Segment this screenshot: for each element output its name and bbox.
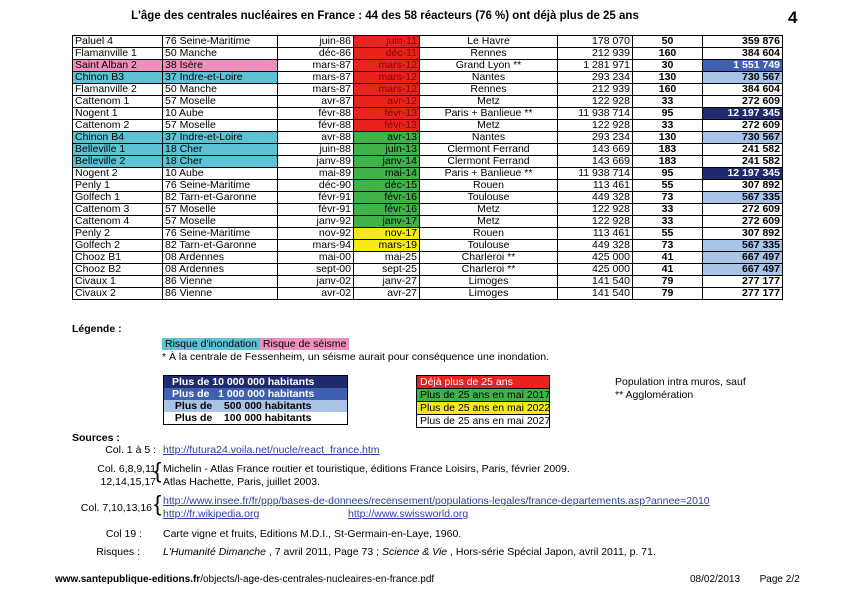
cell-dept: 57 Moselle	[163, 120, 278, 132]
cell-dept: 76 Seine-Maritime	[163, 180, 278, 192]
cell-pop: 178 070	[558, 36, 633, 48]
cell-col8: 272 609	[703, 120, 783, 132]
table-row	[73, 132, 783, 144]
sources-label: Sources :	[72, 432, 120, 444]
cell-age25: mai-14	[354, 168, 420, 180]
cell-city: Metz	[420, 96, 558, 108]
cell-dept: 10 Aube	[163, 108, 278, 120]
cell-name: Chinon B3	[73, 72, 163, 84]
table-row	[73, 204, 783, 216]
table-row	[73, 288, 783, 300]
pop-10m-swatch: Plus de 10 000 000 habitants	[164, 376, 347, 388]
cell-start: janv-89	[278, 156, 354, 168]
cell-col8: 12 197 345	[703, 108, 783, 120]
source-3-link-swissworld[interactable]: http://www.swissworld.org	[348, 508, 469, 520]
pop-1m-swatch: Plus de 1 000 000 habitants	[164, 388, 347, 400]
cell-pop: 1 281 971	[558, 60, 633, 72]
table-row	[73, 264, 783, 276]
cell-dept: 37 Indre-et-Loire	[163, 132, 278, 144]
cell-dist: 55	[633, 180, 703, 192]
cell-city: Le Havre	[420, 36, 558, 48]
source-3-link-wikipedia[interactable]: http://fr.wikipedia.org	[163, 508, 260, 520]
age-2027-swatch: Plus de 25 ans en mai 2027	[417, 414, 549, 427]
table-row	[73, 228, 783, 240]
cell-dept: 82 Tarn-et-Garonne	[163, 192, 278, 204]
cell-col8: 1 551 749	[703, 60, 783, 72]
cell-age25: févr-16	[354, 192, 420, 204]
source-2-brace: {	[154, 458, 162, 483]
cell-dist: 183	[633, 144, 703, 156]
cell-col8: 241 582	[703, 156, 783, 168]
cell-city: Rouen	[420, 180, 558, 192]
source-5-text-1: , 7 avril 2011, Page 73 ;	[265, 546, 382, 558]
cell-dept: 10 Aube	[163, 168, 278, 180]
cell-start: mars-94	[278, 240, 354, 252]
cell-dist: 79	[633, 288, 703, 300]
cell-pop: 141 540	[558, 276, 633, 288]
cell-city: Charleroi **	[420, 252, 558, 264]
cell-pop: 113 461	[558, 228, 633, 240]
cell-dept: 37 Indre-et-Loire	[163, 72, 278, 84]
footer-info	[690, 574, 800, 585]
cell-pop: 293 234	[558, 72, 633, 84]
cell-name: Belleville 2	[73, 156, 163, 168]
cell-dist: 160	[633, 48, 703, 60]
cell-dept: 82 Tarn-et-Garonne	[163, 240, 278, 252]
cell-pop: 143 669	[558, 144, 633, 156]
source-2-key-1: Col. 6,8,9,11	[97, 463, 156, 475]
table-row	[73, 84, 783, 96]
cell-dept: 38 Isère	[163, 60, 278, 72]
cell-dept: 50 Manche	[163, 84, 278, 96]
pop-100k-swatch: Plus de 100 000 habitants	[164, 412, 347, 424]
cell-age25: déc-11	[354, 48, 420, 60]
footer-url[interactable]	[55, 574, 434, 585]
cell-start: mai-00	[278, 252, 354, 264]
cell-start: janv-92	[278, 216, 354, 228]
cell-dept: 57 Moselle	[163, 204, 278, 216]
cell-city: Paris + Banlieue **	[420, 108, 558, 120]
table-row	[73, 168, 783, 180]
cell-name: Cattenom 1	[73, 96, 163, 108]
cell-name: Chinon B4	[73, 132, 163, 144]
cell-col8: 307 892	[703, 228, 783, 240]
table-row	[73, 252, 783, 264]
cell-dept: 50 Manche	[163, 48, 278, 60]
risk-seism-swatch: Risque de séisme	[260, 338, 349, 350]
source-3-link-insee[interactable]: http://www.insee.fr/fr/ppp/bases-de-donnees/recensement/populations-legales/france-departements.asp?annee=2010	[163, 495, 710, 507]
cell-dist: 79	[633, 276, 703, 288]
cell-col8: 272 609	[703, 204, 783, 216]
cell-dist: 41	[633, 264, 703, 276]
cell-dept: 57 Moselle	[163, 216, 278, 228]
cell-city: Grand Lyon **	[420, 60, 558, 72]
cell-city: Clermont Ferrand	[420, 144, 558, 156]
fessenheim-note: * À la centrale de Fessenheim, un séisme aurait pour conséquence une inondation.	[162, 351, 549, 363]
cell-col8: 730 567	[703, 72, 783, 84]
source-2-line-2: Atlas Hachette, Paris, juillet 2003.	[163, 476, 320, 488]
cell-dept: 76 Seine-Maritime	[163, 228, 278, 240]
age-2022-swatch: Plus de 25 ans en mai 2022	[417, 401, 549, 414]
cell-start: févr-88	[278, 120, 354, 132]
cell-city: Limoges	[420, 288, 558, 300]
cell-dist: 33	[633, 120, 703, 132]
reactors-table	[72, 35, 783, 300]
cell-dept: 86 Vienne	[163, 288, 278, 300]
table-row	[73, 276, 783, 288]
table-row	[73, 72, 783, 84]
source-4-text: Carte vigne et fruits, Editions M.D.I., St-Germain-en-Laye, 1960.	[163, 528, 462, 540]
cell-col8: 359 876	[703, 36, 783, 48]
age-legend	[416, 375, 550, 428]
cell-dist: 95	[633, 168, 703, 180]
cell-pop: 113 461	[558, 180, 633, 192]
cell-pop: 11 938 714	[558, 108, 633, 120]
cell-pop: 122 928	[558, 216, 633, 228]
cell-dist: 33	[633, 96, 703, 108]
table-row	[73, 60, 783, 72]
cell-age25: mars-12	[354, 72, 420, 84]
cell-dept: 18 Cher	[163, 144, 278, 156]
cell-name: Cattenom 4	[73, 216, 163, 228]
cell-age25: mars-12	[354, 60, 420, 72]
cell-pop: 425 000	[558, 252, 633, 264]
cell-age25: févr-13	[354, 120, 420, 132]
cell-dept: 08 Ardennes	[163, 252, 278, 264]
cell-age25: janv-14	[354, 156, 420, 168]
cell-dist: 73	[633, 192, 703, 204]
cell-dept: 18 Cher	[163, 156, 278, 168]
cell-name: Belleville 1	[73, 144, 163, 156]
cell-col8: 307 892	[703, 180, 783, 192]
cell-dept: 08 Ardennes	[163, 264, 278, 276]
cell-start: avr-02	[278, 288, 354, 300]
cell-col8: 272 609	[703, 96, 783, 108]
source-3-brace: {	[154, 491, 162, 516]
cell-pop: 122 928	[558, 204, 633, 216]
cell-pop: 122 928	[558, 120, 633, 132]
source-1-key: Col. 1 à 5 :	[105, 444, 156, 456]
table-row	[73, 108, 783, 120]
cell-col8: 667 497	[703, 264, 783, 276]
cell-city: Toulouse	[420, 192, 558, 204]
cell-dept: 57 Moselle	[163, 96, 278, 108]
source-5-text-2: , Hors-série Spécial Japon, avril 2011, p. 71.	[447, 546, 656, 558]
cell-col8: 730 567	[703, 132, 783, 144]
cell-col8: 567 335	[703, 240, 783, 252]
cell-start: juin-86	[278, 36, 354, 48]
cell-start: janv-02	[278, 276, 354, 288]
cell-city: Clermont Ferrand	[420, 156, 558, 168]
cell-pop: 141 540	[558, 288, 633, 300]
cell-name: Penly 1	[73, 180, 163, 192]
source-5-text	[163, 546, 656, 559]
cell-age25: mars-19	[354, 240, 420, 252]
legend-label: Légende :	[72, 323, 122, 335]
cell-col8: 272 609	[703, 216, 783, 228]
cell-col8: 567 335	[703, 192, 783, 204]
cell-start: déc-90	[278, 180, 354, 192]
cell-age25: févr-16	[354, 204, 420, 216]
cell-pop: 212 939	[558, 84, 633, 96]
cell-city: Metz	[420, 204, 558, 216]
cell-age25: juin-13	[354, 144, 420, 156]
source-4-key: Col 19 :	[105, 528, 142, 540]
cell-pop: 425 000	[558, 264, 633, 276]
cell-start: nov-92	[278, 228, 354, 240]
cell-city: Metz	[420, 120, 558, 132]
cell-name: Nogent 1	[73, 108, 163, 120]
cell-city: Nantes	[420, 72, 558, 84]
population-note-line-2: ** Agglomération	[615, 389, 694, 401]
cell-age25: févr-13	[354, 108, 420, 120]
cell-start: juin-88	[278, 144, 354, 156]
cell-age25: déc-15	[354, 180, 420, 192]
footer-date: 08/02/2013	[690, 574, 741, 585]
cell-col8: 12 197 345	[703, 168, 783, 180]
cell-start: févr-88	[278, 108, 354, 120]
cell-city: Charleroi **	[420, 264, 558, 276]
cell-col8: 277 177	[703, 288, 783, 300]
page-number: 4	[788, 8, 798, 27]
cell-age25: mai-25	[354, 252, 420, 264]
cell-start: mars-87	[278, 72, 354, 84]
cell-dist: 50	[633, 36, 703, 48]
cell-dist: 73	[633, 240, 703, 252]
cell-city: Paris + Banlieue **	[420, 168, 558, 180]
cell-start: avr-88	[278, 132, 354, 144]
cell-name: Paluel 4	[73, 36, 163, 48]
cell-name: Golfech 1	[73, 192, 163, 204]
cell-start: sept-00	[278, 264, 354, 276]
cell-col8: 241 582	[703, 144, 783, 156]
risk-flood-swatch: Risque d'inondation	[162, 338, 260, 350]
footer-path: /objects/l-age-des-centrales-nucleaires-en-france.pdf	[200, 574, 435, 585]
cell-pop: 143 669	[558, 156, 633, 168]
cell-start: mars-87	[278, 84, 354, 96]
source-5-key: Risques :	[96, 546, 140, 558]
source-2-key-2: 12,14,15,17	[100, 476, 156, 488]
cell-dist: 160	[633, 84, 703, 96]
cell-name: Flamanville 2	[73, 84, 163, 96]
cell-dist: 41	[633, 252, 703, 264]
cell-age25: nov-17	[354, 228, 420, 240]
table-row	[73, 36, 783, 48]
cell-dist: 33	[633, 204, 703, 216]
cell-age25: sept-25	[354, 264, 420, 276]
table-row	[73, 48, 783, 60]
cell-age25: janv-27	[354, 276, 420, 288]
cell-name: Chooz B1	[73, 252, 163, 264]
cell-start: avr-87	[278, 96, 354, 108]
cell-age25: avr-13	[354, 132, 420, 144]
cell-dist: 130	[633, 72, 703, 84]
cell-pop: 122 928	[558, 96, 633, 108]
cell-start: févr-91	[278, 204, 354, 216]
cell-age25: avr-12	[354, 96, 420, 108]
age-2017-swatch: Plus de 25 ans en mai 2017	[417, 388, 549, 401]
cell-col8: 277 177	[703, 276, 783, 288]
cell-name: Penly 2	[73, 228, 163, 240]
cell-city: Rennes	[420, 84, 558, 96]
risk-legend	[162, 338, 349, 350]
table-row	[73, 216, 783, 228]
pop-500k-swatch: Plus de 500 000 habitants	[164, 400, 347, 412]
cell-city: Rouen	[420, 228, 558, 240]
cell-name: Cattenom 2	[73, 120, 163, 132]
cell-name: Saint Alban 2	[73, 60, 163, 72]
cell-pop: 449 328	[558, 192, 633, 204]
source-1-link[interactable]: http://futura24.voila.net/nucle/react_france.htm	[163, 444, 380, 456]
footer-site: www.santepublique-editions.fr	[55, 574, 201, 585]
cell-city: Toulouse	[420, 240, 558, 252]
cell-dist: 95	[633, 108, 703, 120]
cell-start: mai-89	[278, 168, 354, 180]
cell-name: Nogent 2	[73, 168, 163, 180]
cell-age25: avr-27	[354, 288, 420, 300]
cell-dist: 130	[633, 132, 703, 144]
cell-dist: 33	[633, 216, 703, 228]
table-row	[73, 156, 783, 168]
source-2-line-1: Michelin - Atlas France routier et touristique, éditions France Loisirs, Paris, février 2009.	[163, 463, 570, 475]
table-row	[73, 192, 783, 204]
cell-dist: 30	[633, 60, 703, 72]
cell-name: Civaux 1	[73, 276, 163, 288]
cell-city: Metz	[420, 216, 558, 228]
cell-start: févr-91	[278, 192, 354, 204]
cell-pop: 449 328	[558, 240, 633, 252]
cell-city: Rennes	[420, 48, 558, 60]
cell-col8: 667 497	[703, 252, 783, 264]
cell-name: Civaux 2	[73, 288, 163, 300]
age-already-swatch: Déjà plus de 25 ans	[417, 376, 549, 388]
cell-dist: 55	[633, 228, 703, 240]
cell-dept: 86 Vienne	[163, 276, 278, 288]
cell-pop: 293 234	[558, 132, 633, 144]
table-row	[73, 144, 783, 156]
cell-name: Chooz B2	[73, 264, 163, 276]
cell-city: Limoges	[420, 276, 558, 288]
page-title: L'âge des centrales nucléaires en France : 44 des 58 réacteurs (76 %) ont déjà plus de 25 ans	[131, 10, 639, 22]
cell-name: Cattenom 3	[73, 204, 163, 216]
cell-start: déc-86	[278, 48, 354, 60]
population-note-line-1: Population intra muros, sauf	[615, 376, 746, 388]
cell-col8: 384 604	[703, 84, 783, 96]
cell-dept: 76 Seine-Maritime	[163, 36, 278, 48]
population-legend	[163, 375, 348, 425]
source-3-key: Col. 7,10,13,16	[80, 502, 152, 514]
table-row	[73, 240, 783, 252]
table-row	[73, 96, 783, 108]
source-5-italic-1: L'Humanité Dimanche	[163, 546, 266, 558]
cell-age25: juin-11	[354, 36, 420, 48]
cell-col8: 384 604	[703, 48, 783, 60]
cell-name: Flamanville 1	[73, 48, 163, 60]
table-row	[73, 180, 783, 192]
cell-start: mars-87	[278, 60, 354, 72]
cell-age25: mars-12	[354, 84, 420, 96]
cell-name: Golfech 2	[73, 240, 163, 252]
cell-city: Nantes	[420, 132, 558, 144]
source-5-italic-2: Science & Vie	[381, 546, 448, 558]
cell-age25: janv-17	[354, 216, 420, 228]
footer-page: Page 2/2	[759, 574, 800, 585]
table-row	[73, 120, 783, 132]
cell-pop: 11 938 714	[558, 168, 633, 180]
cell-dist: 183	[633, 156, 703, 168]
population-note	[615, 376, 746, 402]
cell-pop: 212 939	[558, 48, 633, 60]
